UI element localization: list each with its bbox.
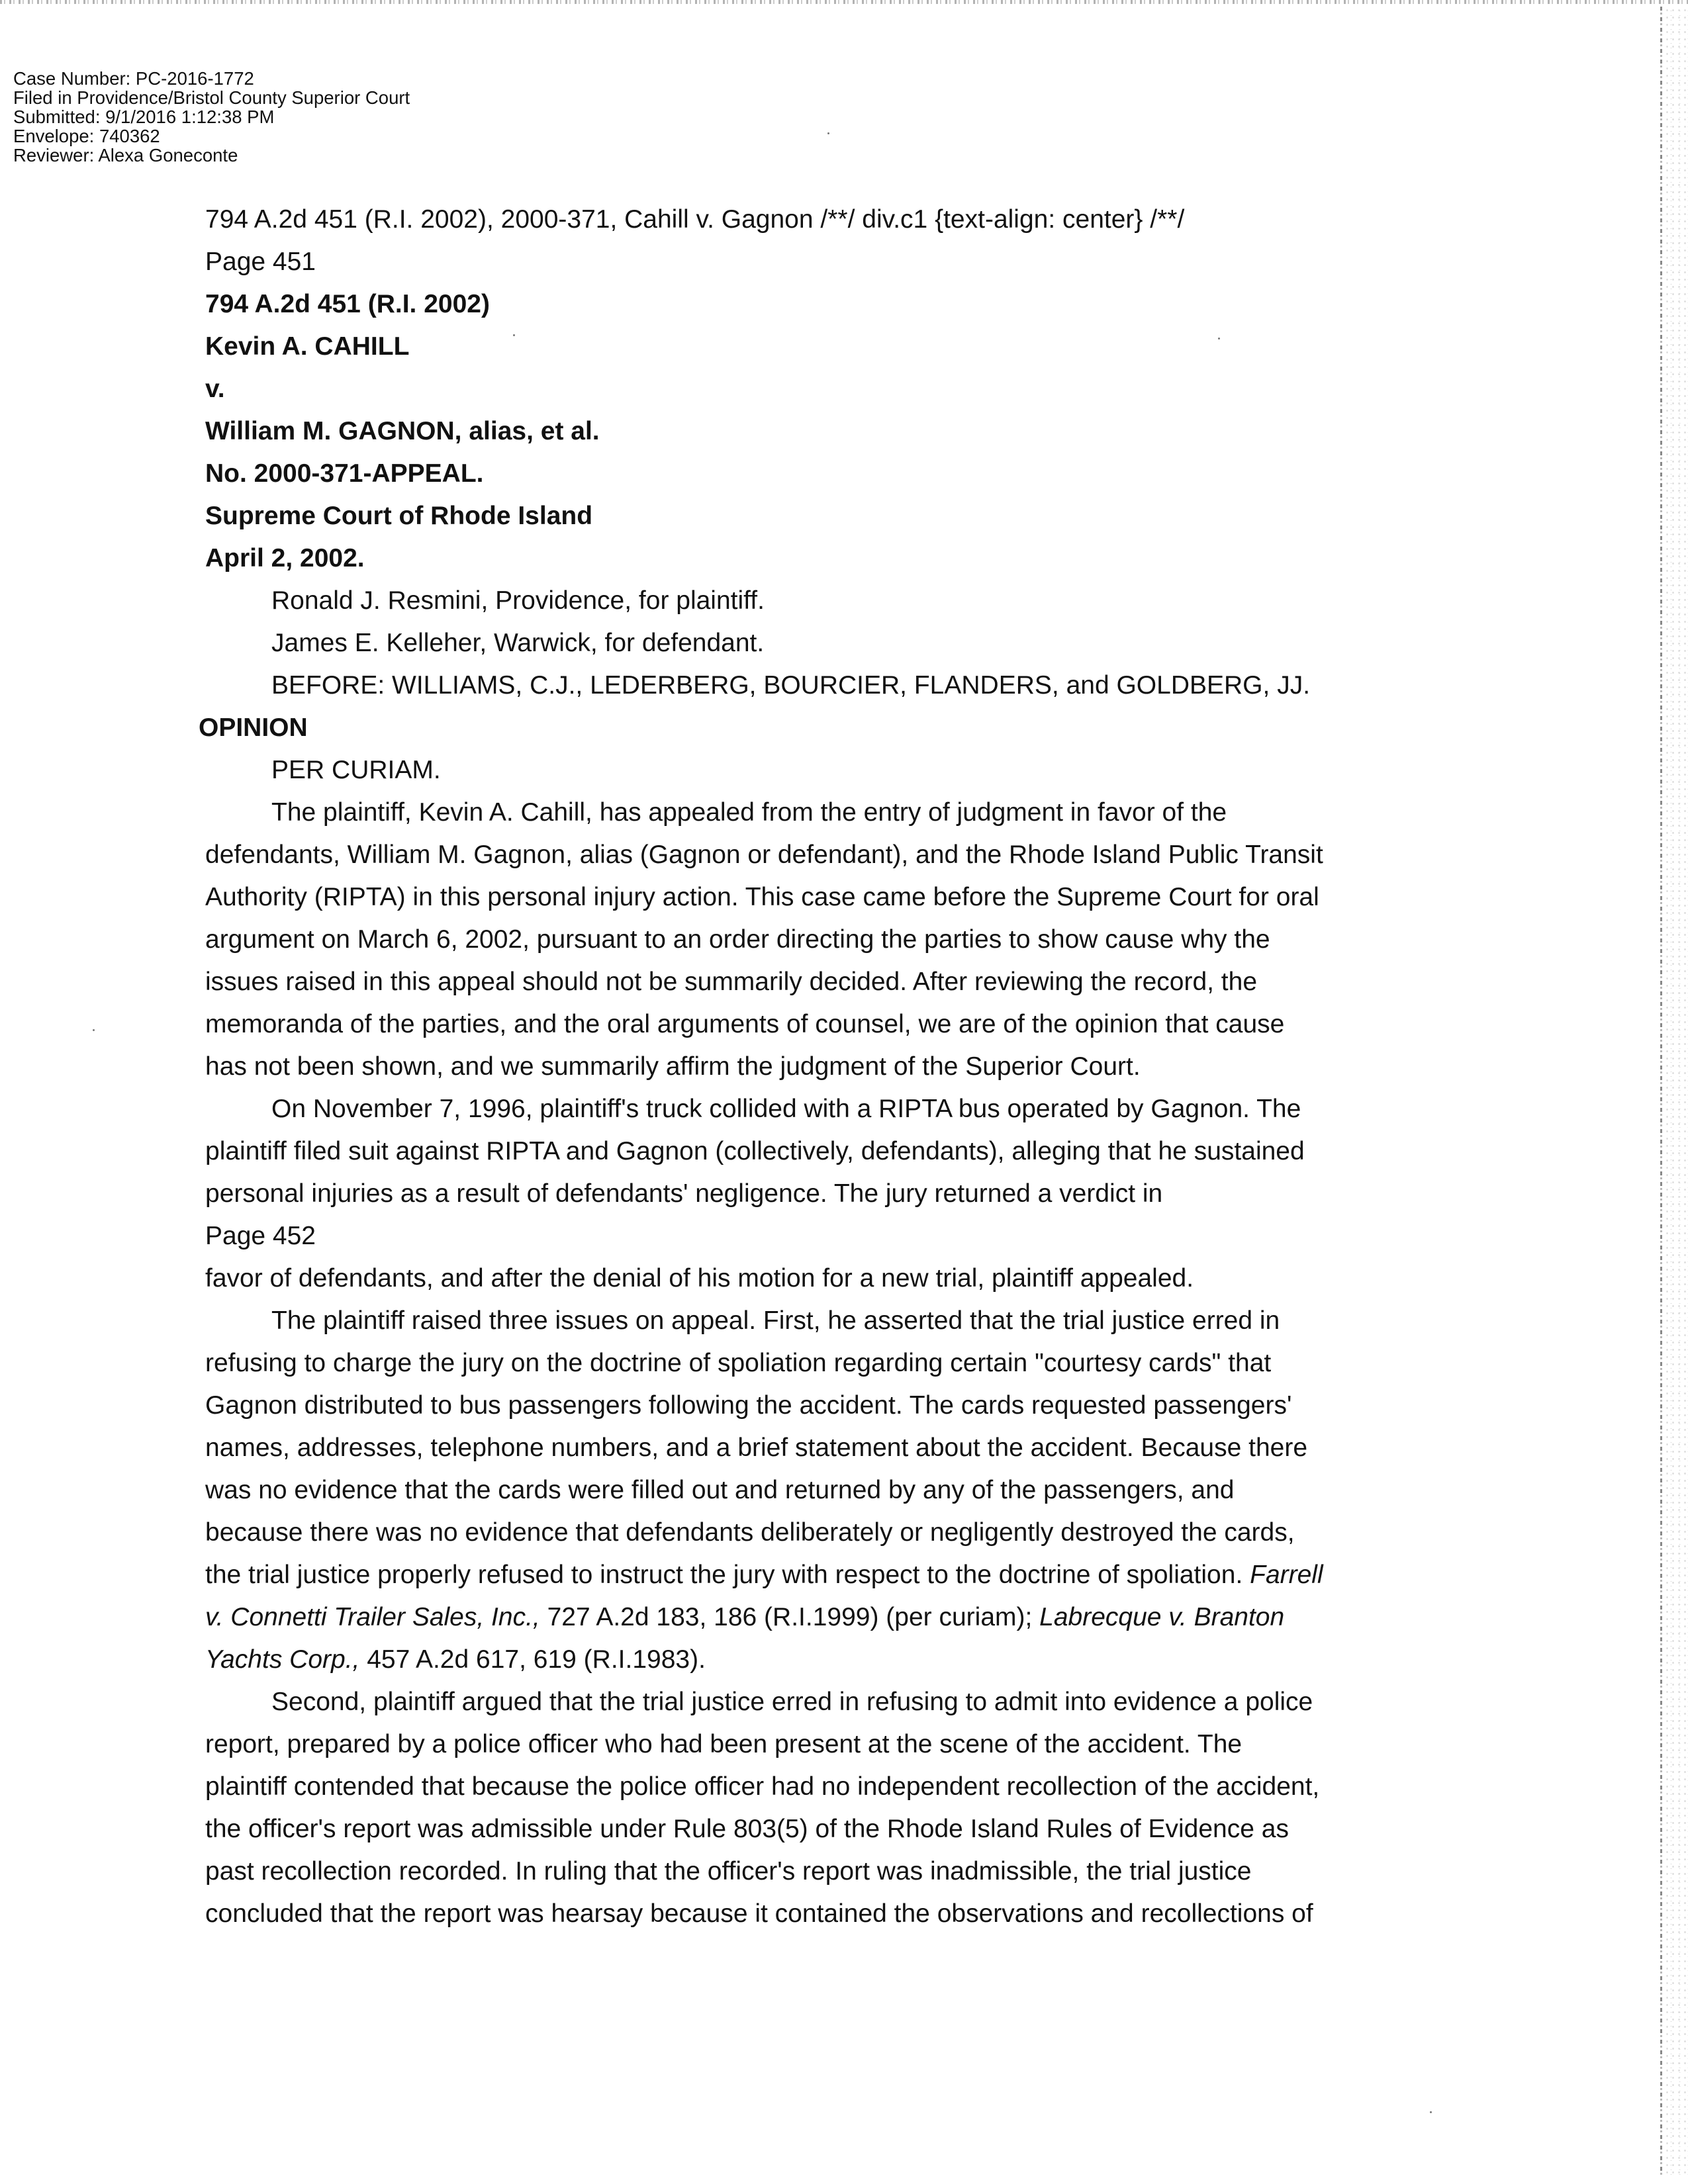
per-curiam: PER CURIAM.	[271, 756, 441, 784]
text-line: refusing to charge the jury on the doctrine of spoliation regarding certain "courtesy cards" that	[205, 1349, 1272, 1377]
defendant-name: William M. GAGNON, alias, et al.	[205, 417, 600, 445]
text-line: issues raised in this appeal should not be summarily decided. After reviewing the record, the	[205, 968, 1258, 996]
text-segment: 457 A.2d 617, 619 (R.I.1983).	[359, 1645, 706, 1674]
scan-speck	[1430, 2111, 1432, 2113]
scan-speck	[827, 132, 829, 134]
scan-artifact-right-edge	[1660, 7, 1662, 2177]
docket-number: No. 2000-371-APPEAL.	[205, 459, 484, 488]
document-title-line: 794 A.2d 451 (R.I. 2002), 2000-371, Cahill v. Gagnon /**/ div.c1 {text-align: center} /**/	[205, 205, 1185, 234]
opinion-document	[199, 199, 1423, 1935]
text-line: On November 7, 1996, plaintiff's truck collided with a RIPTA bus operated by Gagnon. The	[271, 1095, 1301, 1123]
case-citation-italic: Yachts Corp.,	[205, 1645, 360, 1674]
versus: v.	[205, 375, 225, 403]
filing-stamp	[13, 69, 410, 165]
text-line: Gagnon distributed to bus passengers following the accident. The cards requested passengers'	[205, 1391, 1292, 1420]
case-citation-italic: Labrecque v. Branton	[1039, 1603, 1285, 1631]
text-line-with-citation	[205, 1554, 1423, 1596]
paragraph-1	[205, 792, 1423, 1088]
text-line: Second, plaintiff argued that the trial justice erred in refusing to admit into evidence a police	[271, 1688, 1313, 1716]
text-line-with-citation	[205, 1639, 1423, 1681]
court-name: Supreme Court of Rhode Island	[205, 502, 593, 530]
text-line: past recollection recorded. In ruling that the officer's report was inadmissible, the trial justice	[205, 1857, 1252, 1886]
text-line: memoranda of the parties, and the oral arguments of counsel, we are of the opinion that cause	[205, 1010, 1285, 1038]
case-citation: 794 A.2d 451 (R.I. 2002)	[205, 290, 490, 318]
case-number: Case Number: PC-2016-1772	[13, 68, 254, 89]
case-citation-italic: v. Connetti Trailer Sales, Inc.,	[205, 1603, 540, 1631]
text-segment: the trial justice properly refused to instruct the jury with respect to the doctrine of spoliation.	[205, 1561, 1250, 1589]
decision-date: April 2, 2002.	[205, 544, 365, 572]
text-segment: 727 A.2d 183, 186 (R.I.1999) (per curiam);	[539, 1603, 1040, 1631]
text-line: names, addresses, telephone numbers, and a brief statement about the accident. Because there	[205, 1433, 1308, 1462]
text-line: The plaintiff, Kevin A. Cahill, has appealed from the entry of judgment in favor of the	[271, 798, 1227, 827]
scan-speck	[513, 334, 515, 336]
submitted-timestamp: Submitted: 9/1/2016 1:12:38 PM	[13, 107, 275, 127]
text-line-with-citation	[205, 1596, 1423, 1639]
text-line: Authority (RIPTA) in this personal injury action. This case came before the Supreme Court for oral	[205, 883, 1319, 911]
paragraph-3	[205, 1300, 1423, 1681]
envelope-number: Envelope: 740362	[13, 126, 160, 146]
plaintiff-name: Kevin A. CAHILL	[205, 332, 410, 361]
counsel-plaintiff: Ronald J. Resmini, Providence, for plaintiff.	[271, 586, 765, 615]
text-line: personal injuries as a result of defendants' negligence. The jury returned a verdict in	[205, 1179, 1163, 1208]
page-marker-452: Page 452	[205, 1222, 316, 1250]
bench-justices: BEFORE: WILLIAMS, C.J., LEDERBERG, BOURCIER, FLANDERS, and GOLDBERG, JJ.	[271, 671, 1311, 700]
text-line: The plaintiff raised three issues on appeal. First, he asserted that the trial justice erred in	[271, 1306, 1280, 1335]
counsel-defendant: James E. Kelleher, Warwick, for defendant.	[271, 629, 765, 657]
text-line: because there was no evidence that defendants deliberately or negligently destroyed the cards,	[205, 1518, 1295, 1547]
opinion-heading: OPINION	[199, 713, 308, 742]
page-marker-451: Page 451	[205, 248, 316, 276]
text-line: concluded that the report was hearsay because it contained the observations and recollections of	[205, 1899, 1313, 1928]
text-line: the officer's report was admissible under Rule 803(5) of the Rhode Island Rules of Evidence as	[205, 1815, 1289, 1843]
scan-speck	[1218, 338, 1220, 340]
reviewer: Reviewer: Alexa Goneconte	[13, 145, 238, 165]
text-line: has not been shown, and we summarily affirm the judgment of the Superior Court.	[205, 1052, 1141, 1081]
paragraph-2-continued	[205, 1257, 1423, 1300]
scan-artifact-top-edge	[0, 0, 1688, 4]
text-line: plaintiff contended that because the police officer had no independent recollection of the accident,	[205, 1772, 1320, 1801]
text-line: report, prepared by a police officer who had been present at the scene of the accident. The	[205, 1730, 1243, 1758]
text-line: defendants, William M. Gagnon, alias (Gagnon or defendant), and the Rhode Island Public Transit	[205, 841, 1323, 869]
paragraph-2	[205, 1088, 1423, 1215]
text-line: plaintiff filed suit against RIPTA and Gagnon (collectively, defendants), alleging that he sustained	[205, 1137, 1305, 1165]
text-line: favor of defendants, and after the denial of his motion for a new trial, plaintiff appealed.	[205, 1264, 1194, 1293]
text-line: was no evidence that the cards were filled out and returned by any of the passengers, and	[205, 1476, 1235, 1504]
case-citation-italic: Farrell	[1250, 1561, 1323, 1589]
text-line: argument on March 6, 2002, pursuant to an order directing the parties to show cause why the	[205, 925, 1270, 954]
scan-artifact-right-noise	[1664, 7, 1688, 2177]
paragraph-4	[205, 1681, 1423, 1935]
scan-speck	[93, 1029, 95, 1031]
filing-court: Filed in Providence/Bristol County Superior Court	[13, 87, 410, 108]
